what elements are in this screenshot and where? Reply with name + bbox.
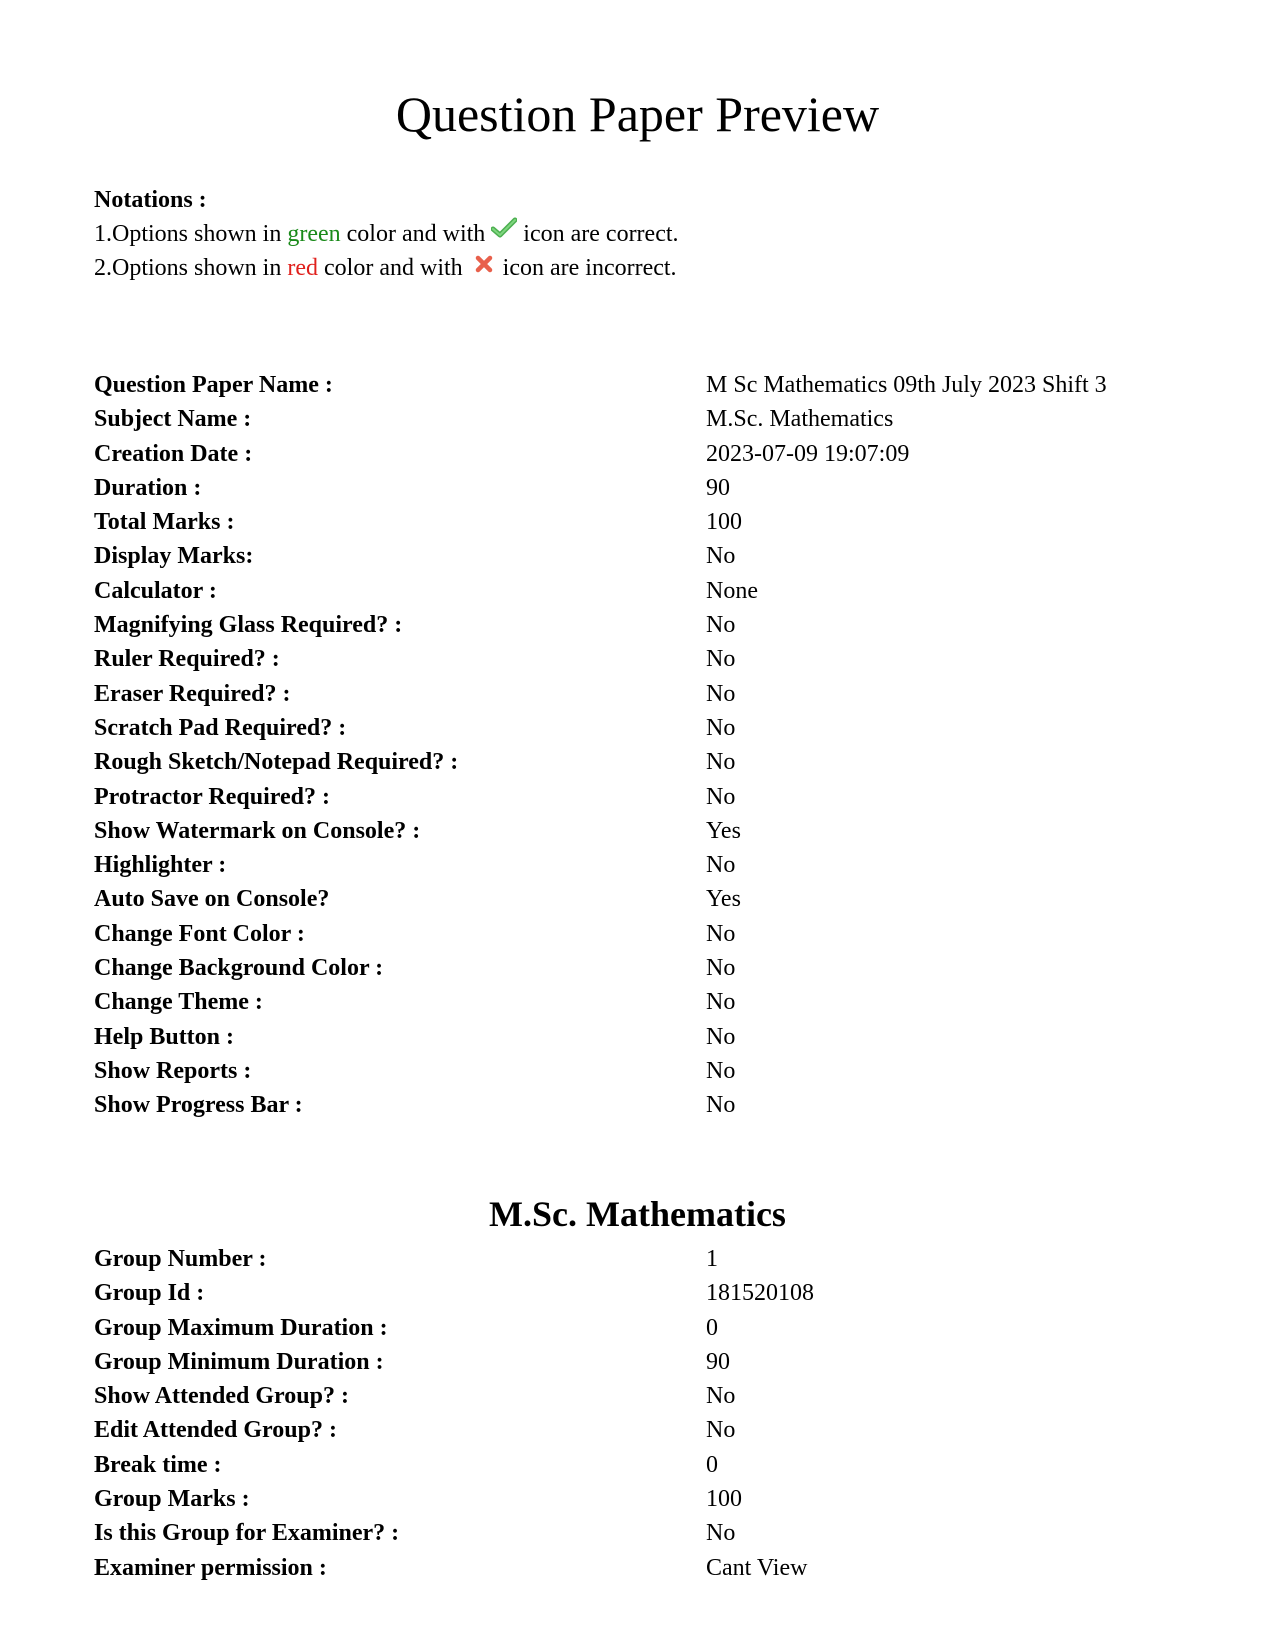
paper-info-row	[94, 574, 1194, 608]
group-info-row-value: 0	[706, 1451, 718, 1478]
paper-info-row	[94, 677, 1194, 711]
paper-info-row	[94, 814, 1194, 848]
notation-correct-middle: color and with	[340, 221, 492, 247]
notation-incorrect-prefix: 2.Options shown in	[94, 255, 288, 281]
page-title: Question Paper Preview	[395, 86, 880, 142]
paper-info-row-value: No	[706, 749, 736, 776]
group-info-row-label: Break time :	[94, 1451, 222, 1478]
paper-info-row-label: Change Background Color :	[94, 955, 384, 982]
paper-info-row-value: No	[706, 612, 736, 639]
paper-info-row	[94, 1020, 1194, 1054]
group-info-row	[94, 1551, 1194, 1585]
paper-info-row-value: No	[706, 1057, 736, 1084]
paper-info-row	[94, 368, 1194, 402]
paper-info-row	[94, 951, 1194, 985]
group-info-row-value: 181520108	[706, 1280, 814, 1307]
cross-icon	[475, 249, 493, 283]
paper-info-row	[94, 882, 1194, 916]
paper-info-row-label: Subject Name :	[94, 406, 252, 433]
paper-info-row-label: Show Reports :	[94, 1057, 252, 1084]
paper-info-row-value: Yes	[706, 817, 741, 844]
paper-info-row	[94, 505, 1194, 539]
group-info-row-value: No	[706, 1520, 736, 1547]
paper-info-row-label: Eraser Required? :	[94, 680, 291, 707]
group-info-row-label: Group Marks :	[94, 1486, 250, 1513]
paper-info-row-label: Total Marks :	[94, 509, 235, 536]
paper-info-row	[94, 437, 1194, 471]
group-info-table	[94, 1242, 1194, 1585]
paper-info-row-value: No	[706, 646, 736, 673]
paper-info-row-value: 90	[706, 474, 730, 501]
paper-info-row	[94, 917, 1194, 951]
group-info-row	[94, 1276, 1194, 1310]
paper-info-row-value: No	[706, 1023, 736, 1050]
paper-info-row-value: None	[706, 577, 758, 604]
paper-info-row-label: Protractor Required? :	[94, 783, 330, 810]
group-info-row	[94, 1516, 1194, 1550]
paper-info-row-value: 2023-07-09 19:07:09	[706, 440, 910, 467]
group-info-row-label: Show Attended Group? :	[94, 1383, 349, 1410]
group-info-row-value: 1	[706, 1246, 718, 1272]
paper-info-row	[94, 848, 1194, 882]
paper-info-row	[94, 985, 1194, 1019]
group-info-row	[94, 1448, 1194, 1482]
notation-correct-prefix: 1.Options shown in	[94, 221, 288, 247]
group-info-row	[94, 1311, 1194, 1345]
notations	[94, 183, 1194, 285]
paper-info-row-label: Show Progress Bar :	[94, 1092, 303, 1119]
group-info-row-value: Cant View	[706, 1554, 808, 1581]
paper-info-row-label: Question Paper Name :	[94, 372, 333, 398]
paper-info-row-value: No	[706, 680, 736, 707]
notation-red-word: red	[287, 255, 319, 281]
paper-info-row	[94, 539, 1194, 573]
paper-info-row	[94, 642, 1194, 676]
paper-info-row-value: 100	[706, 509, 742, 536]
notation-incorrect	[94, 251, 1194, 285]
group-info-row-value: No	[706, 1383, 736, 1410]
group-info-row	[94, 1379, 1194, 1413]
paper-info-row	[94, 711, 1194, 745]
paper-info-row-value: No	[706, 1092, 736, 1119]
paper-info-row-label: Change Theme :	[94, 989, 263, 1016]
paper-info-row-label: Change Font Color :	[94, 920, 305, 947]
group-info-row	[94, 1482, 1194, 1516]
paper-info-row	[94, 1088, 1194, 1122]
paper-info-row-label: Ruler Required? :	[94, 646, 280, 673]
group-info-row-label: Group Id :	[94, 1280, 205, 1307]
group-info-row-value: 0	[706, 1314, 718, 1341]
notation-green-word: green	[287, 221, 341, 247]
paper-info-row-label: Display Marks:	[94, 543, 254, 570]
paper-info-row-value: No	[706, 714, 736, 741]
group-info-row-label: Edit Attended Group? :	[94, 1417, 337, 1444]
paper-info-row-label: Help Button :	[94, 1023, 235, 1050]
paper-info-row-value: Yes	[706, 886, 741, 913]
paper-info-row	[94, 608, 1194, 642]
notations-heading: Notations :	[94, 187, 207, 213]
group-info-row	[94, 1345, 1194, 1379]
group-info-row-label: Group Maximum Duration :	[94, 1314, 388, 1341]
paper-info-row-value: No	[706, 989, 736, 1016]
group-info-row-value: 100	[706, 1486, 742, 1513]
group-info-row-label: Group Minimum Duration :	[94, 1348, 384, 1375]
group-info-row-label: Group Number :	[94, 1246, 267, 1272]
paper-info-row-label: Rough Sketch/Notepad Required? :	[94, 749, 459, 776]
paper-info-row	[94, 471, 1194, 505]
group-info-row-value: No	[706, 1417, 736, 1444]
section-title: M.Sc. Mathematics	[489, 1194, 786, 1234]
paper-info-row	[94, 402, 1194, 436]
group-info-row-label: Is this Group for Examiner? :	[94, 1520, 400, 1547]
paper-info-row	[94, 745, 1194, 779]
paper-info-row-label: Scratch Pad Required? :	[94, 714, 347, 741]
group-info-row-value: 90	[706, 1348, 730, 1375]
check-icon	[491, 215, 517, 249]
paper-info-row-label: Calculator :	[94, 577, 217, 604]
notation-correct-suffix: icon are correct.	[517, 221, 679, 247]
paper-info-row-label: Creation Date :	[94, 440, 253, 467]
paper-info-row-value: No	[706, 852, 736, 879]
paper-info-row	[94, 1054, 1194, 1088]
paper-info-row-label: Magnifying Glass Required? :	[94, 612, 403, 639]
paper-info-row-label: Duration :	[94, 474, 202, 501]
paper-info-row-label: Show Watermark on Console? :	[94, 817, 421, 844]
paper-info-row-value: No	[706, 543, 736, 570]
group-info-row-label: Examiner permission :	[94, 1554, 327, 1581]
paper-info-row-label: Highlighter :	[94, 852, 227, 879]
notation-correct	[94, 217, 1194, 251]
notation-incorrect-suffix: icon are incorrect.	[496, 255, 677, 281]
paper-info-row-value: No	[706, 955, 736, 982]
paper-info-row-label: Auto Save on Console?	[94, 886, 330, 913]
group-info-row	[94, 1242, 1194, 1276]
notation-incorrect-middle: color and with	[318, 255, 469, 281]
paper-info-row-value: No	[706, 920, 736, 947]
paper-info-row-value: No	[706, 783, 736, 810]
group-info-row	[94, 1413, 1194, 1447]
paper-info-table	[94, 368, 1194, 1123]
paper-info-row	[94, 780, 1194, 814]
paper-info-row-value: M.Sc. Mathematics	[706, 406, 894, 433]
paper-info-row-value: M Sc Mathematics 09th July 2023 Shift 3	[706, 372, 1107, 398]
